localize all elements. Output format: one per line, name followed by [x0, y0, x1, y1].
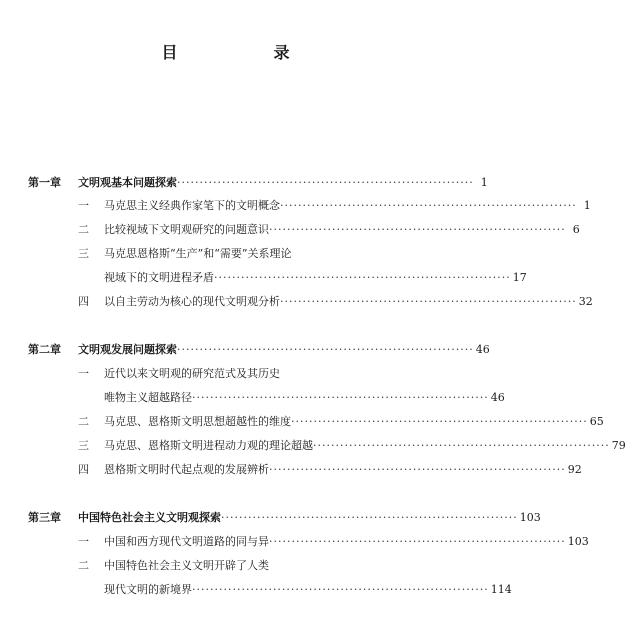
- toc-section-row[interactable]: [0, 556, 451, 576]
- section-title: 中国和西方现代文明道路的同与异: [104, 535, 269, 548]
- page-number: 65: [589, 415, 604, 428]
- toc-chapter-row[interactable]: [0, 173, 488, 193]
- dot-leader: ··································································: [221, 511, 518, 524]
- toc-section-row[interactable]: [0, 244, 451, 264]
- toc-section-row[interactable]: [0, 364, 451, 384]
- toc-chapter-row[interactable]: [0, 508, 541, 528]
- toc-section-row[interactable]: [0, 220, 580, 240]
- section-number: 一: [78, 535, 89, 548]
- chapter-number: 第一章: [28, 176, 61, 189]
- section-number: 一: [78, 199, 89, 212]
- section-number: 四: [78, 295, 89, 308]
- toc-section-row[interactable]: [0, 196, 591, 216]
- dot-leader: ··································································: [214, 271, 511, 284]
- page-number: 6: [572, 223, 580, 236]
- section-number: 二: [78, 415, 89, 428]
- page-number: 1: [583, 199, 591, 212]
- dot-leader: ··································································: [269, 535, 566, 548]
- section-title: 马克思恩格斯“生产”和“需要”关系理论: [104, 247, 292, 260]
- dot-leader: ··································································: [291, 415, 588, 428]
- dot-leader: ··································································: [313, 439, 610, 452]
- toc-section-row[interactable]: [0, 436, 626, 456]
- toc-section-row[interactable]: [0, 412, 604, 432]
- section-number: 一: [78, 367, 89, 380]
- page-number: 32: [578, 295, 593, 308]
- section-title-continued: 视域下的文明进程矛盾: [104, 271, 214, 284]
- toc-section-row-continued[interactable]: [0, 388, 505, 408]
- chapter-title: 中国特色社会主义文明观探索: [78, 511, 221, 524]
- toc-section-row[interactable]: [0, 292, 593, 312]
- page-number: 103: [519, 511, 541, 524]
- chapter-number: 第三章: [28, 511, 61, 524]
- section-title: 近代以来文明观的研究范式及其历史: [104, 367, 280, 380]
- dot-leader: ··································································: [269, 463, 566, 476]
- section-title: 中国特色社会主义文明开辟了人类: [104, 559, 269, 572]
- section-title-continued: 现代文明的新境界: [104, 583, 192, 596]
- chapter-number: 第二章: [28, 343, 61, 356]
- section-title: 恩格斯文明时代起点观的发展辨析: [104, 463, 269, 476]
- page-number: 17: [512, 271, 527, 284]
- page-number: 79: [611, 439, 626, 452]
- section-number: 四: [78, 463, 89, 476]
- toc-section-row-continued[interactable]: [0, 580, 512, 600]
- page-number: 92: [567, 463, 582, 476]
- dot-leader: ··································································: [177, 176, 474, 189]
- page-number: 103: [567, 535, 589, 548]
- section-title: 比较视域下文明观研究的问题意识: [104, 223, 269, 236]
- chapter-title: 文明观发展问题探索: [78, 343, 177, 356]
- toc-section-row-continued[interactable]: [0, 268, 527, 288]
- section-title: 马克思主义经典作家笔下的文明概念: [104, 199, 280, 212]
- section-title: 以自主劳动为核心的现代文明观分析: [104, 295, 280, 308]
- dot-leader: ··································································: [269, 223, 566, 236]
- section-number: 二: [78, 559, 89, 572]
- section-number: 二: [78, 223, 89, 236]
- section-title: 马克思、恩格斯文明进程动力观的理论超越: [104, 439, 313, 452]
- section-number: 三: [78, 247, 89, 260]
- dot-leader: ··································································: [192, 583, 489, 596]
- dot-leader: ··································································: [192, 391, 489, 404]
- toc-section-row[interactable]: [0, 460, 582, 480]
- page-number: 46: [475, 343, 490, 356]
- page-title: 目 录: [161, 43, 330, 62]
- page-number: 114: [490, 583, 512, 596]
- dot-leader: ··································································: [280, 199, 577, 212]
- chapter-title: 文明观基本问题探索: [78, 176, 177, 189]
- dot-leader: ··································································: [280, 295, 577, 308]
- section-title: 马克思、恩格斯文明思想超越性的维度: [104, 415, 291, 428]
- section-number: 三: [78, 439, 89, 452]
- toc-chapter-row[interactable]: [0, 340, 490, 360]
- toc-section-row[interactable]: [0, 532, 589, 552]
- section-title-continued: 唯物主义超越路径: [104, 391, 192, 404]
- dot-leader: ··································································: [177, 343, 474, 356]
- page-number: 1: [480, 176, 488, 189]
- page-number: 46: [490, 391, 505, 404]
